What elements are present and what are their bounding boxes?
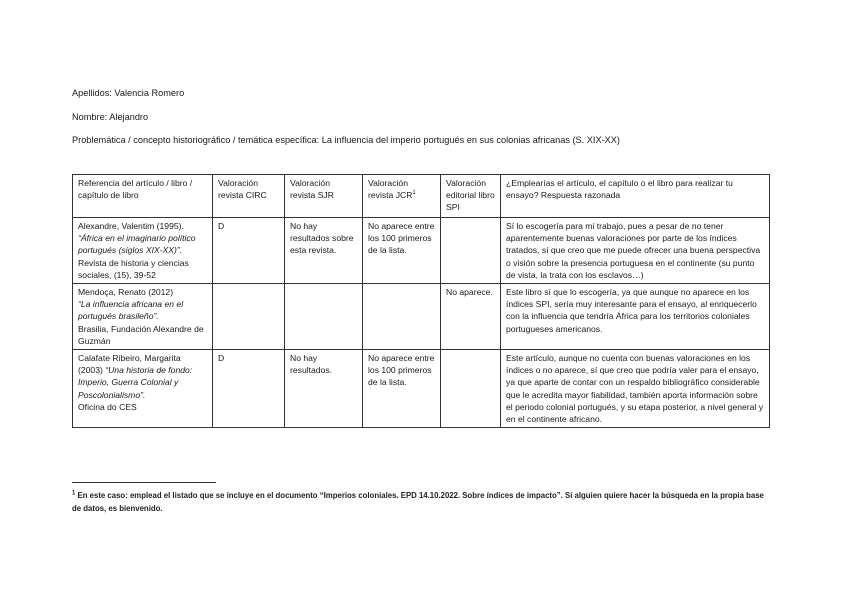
table-row	[73, 218, 770, 284]
spi-cell: No aparece.	[441, 284, 501, 350]
reference-cell	[73, 350, 213, 428]
reference-source: Revista de historia y ciencias sociales, (15), 39-52	[78, 257, 189, 280]
reference-cell	[73, 218, 213, 284]
sjr-cell	[285, 284, 363, 350]
spi-cell	[441, 350, 501, 428]
use-cell: Este libro sí que lo escogería, ya que aunque no aparece en los índices SPI, sería muy interesante para el ensayo, al enriquecerlo con la influencia que tendría África para los territorios coloniales portugueses americanos.	[501, 284, 770, 350]
reference-cell	[73, 284, 213, 350]
sjr-cell: No hay resultados.	[285, 350, 363, 428]
circ-cell	[213, 284, 285, 350]
reference-title: “África en el imaginario político portugués (siglos XIX-XX)”.	[78, 233, 196, 256]
reference-author: Calafate Ribeiro, Margarita (2003)	[78, 353, 181, 376]
footnote	[72, 489, 772, 515]
reference-source: Brasilia, Fundación Alexandre de Guzmán	[78, 323, 204, 346]
reference-author: Alexandre, Valentim (1995).	[78, 221, 184, 231]
header-jcr	[363, 175, 441, 218]
jcr-cell: No aparece entre los 100 primeros de la lista.	[363, 350, 441, 428]
header-jcr-label: Valoración revista JCR	[368, 178, 413, 201]
header-use: ¿Emplearías el artículo, el capítulo o el libro para realizar tu ensayo? Respuesta razonada	[501, 175, 770, 218]
table-row	[73, 350, 770, 428]
header-spi: Valoración editorial libro SPI	[441, 175, 501, 218]
reference-source: Oficina do CES	[78, 401, 137, 412]
footnote-ref-mark: 1	[412, 190, 416, 197]
circ-cell: D	[213, 350, 285, 428]
circ-cell: D	[213, 218, 285, 284]
header-circ: Valoración revista CIRC	[213, 175, 285, 218]
footnote-separator	[72, 482, 216, 483]
footnote-mark: 1	[72, 490, 76, 497]
sjr-cell: No hay resultados sobre esta revista.	[285, 218, 363, 284]
name-field: Nombre: Alejandro	[72, 112, 149, 122]
table-header-row	[73, 175, 770, 218]
table-row	[73, 284, 770, 350]
jcr-cell	[363, 284, 441, 350]
use-cell: Sí lo escogería para mi trabajo, pues a pesar de no tener aparentemente buenas valoraciones por parte de los índices tratados, sí que creo que me puede ofrecer una buena perspectiva o visión sobre la presencia portuguesa en el continente (su punto de vista, la trata con los esclavos…)	[501, 218, 770, 284]
header-reference: Referencia del artículo / libro / capítulo de libro	[73, 175, 213, 218]
reference-title: “Una historia de fondo: Imperio, Guerra Colonial y Poscolonialismo”.	[78, 365, 193, 400]
header-sjr: Valoración revista SJR	[285, 175, 363, 218]
surname-field: Apellidos: Valencia Romero	[72, 88, 185, 98]
jcr-cell: No aparece entre los 100 primeros de la lista.	[363, 218, 441, 284]
reference-author: Mendoça, Renato (2012)	[78, 287, 174, 298]
reference-title: “La influencia africana en el portugués brasileño”.	[78, 299, 184, 322]
topic-field: Problemática / concepto historiográfico / temática específica: La influencia del imperio portugués en sus colonias africanas (S. XIX-XX)	[72, 135, 620, 145]
spi-cell	[441, 218, 501, 284]
references-table	[72, 174, 770, 428]
use-cell: Este artículo, aunque no cuenta con buenas valoraciones en los índices o no aparece, sí que creo que podría valer para el ensayo, ya que aparte de contar con un respaldo bibliográfico considerable que le acredita mayor fiabilidad, también aporta información sobre el periodo colonial portugués, y su etapa posterior, a nivel general y en el continente africano.	[501, 350, 770, 428]
footnote-text: En este caso: emplead el listado que se incluye en el documento “Imperios coloniales. EPD 14.10.2022. Sobre índices de impacto”. Si alguien quiere hacer la búsqueda en la propia base de datos, es bienvenido.	[72, 491, 764, 513]
